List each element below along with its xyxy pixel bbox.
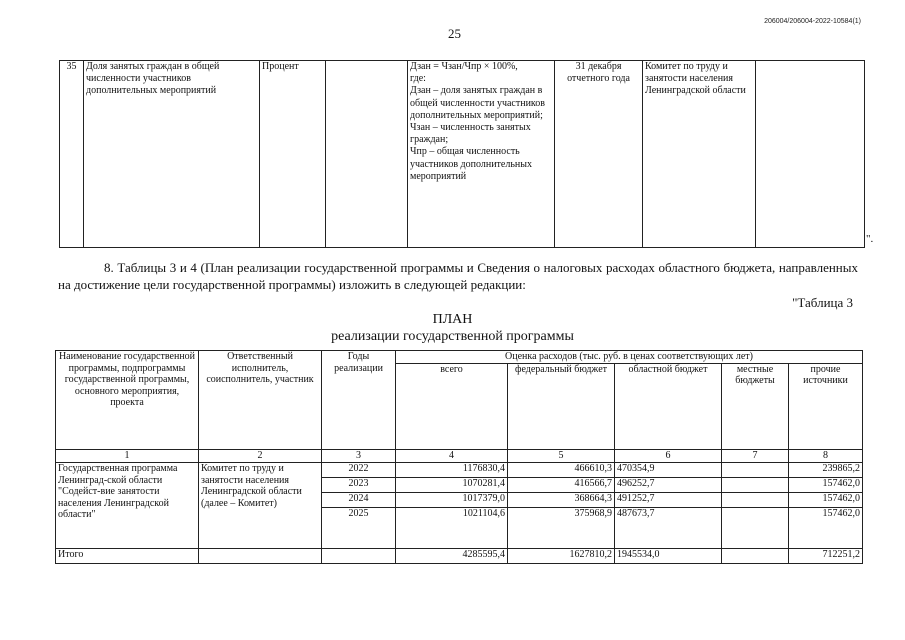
total-cell: 1176830,4 <box>396 463 508 478</box>
regional-cell: 470354,9 <box>615 463 722 478</box>
indicator-date: 31 декабря отчетного года <box>555 61 643 248</box>
formula-line: Дзан = Чзан/Чпр × 100%, <box>410 61 518 72</box>
header-executor: Ответственный исполнитель, соисполнитель, участник <box>199 351 322 450</box>
page-number: 25 <box>448 26 461 41</box>
table-label: "Таблица 3 <box>792 295 853 310</box>
regional-cell: 491252,7 <box>615 493 722 508</box>
local-cell <box>722 508 789 549</box>
plan-title <box>0 311 905 345</box>
indicator-formula <box>408 61 555 248</box>
header-total: всего <box>396 363 508 449</box>
formula-line: Дзан – доля занятых граждан в общей численности участников дополнительных мероприятий; <box>410 85 545 121</box>
indicator-table <box>59 60 865 248</box>
itogo-row <box>56 549 863 564</box>
itogo-other: 712251,2 <box>789 549 863 564</box>
header-other: прочие источники <box>789 363 863 449</box>
column-number: 1 <box>56 450 199 463</box>
year-cell: 2024 <box>322 493 396 508</box>
column-number: 4 <box>396 450 508 463</box>
itogo-regional: 1945534,0 <box>615 549 722 564</box>
header-estimate: Оценка расходов (тыс. руб. в ценах соответствующих лет) <box>396 351 863 364</box>
header-federal: федеральный бюджет <box>508 363 615 449</box>
indicator-name: Доля занятых граждан в общей численности участников дополнительных мероприятий <box>84 61 260 248</box>
table-row <box>60 61 865 248</box>
other-cell: 157462,0 <box>789 478 863 493</box>
column-number: 8 <box>789 450 863 463</box>
other-cell: 239865,2 <box>789 463 863 478</box>
column-number: 2 <box>199 450 322 463</box>
plan-subheading: реализации государственной программы <box>331 329 574 344</box>
header-local: местные бюджеты <box>722 363 789 449</box>
federal-cell: 416566,7 <box>508 478 615 493</box>
column-number: 7 <box>722 450 789 463</box>
other-cell: 157462,0 <box>789 508 863 549</box>
regional-cell: 496252,7 <box>615 478 722 493</box>
federal-cell: 466610,3 <box>508 463 615 478</box>
formula-line: Чзан – численность занятых граждан; <box>410 122 531 146</box>
year-cell: 2025 <box>322 508 396 549</box>
executor-name: Комитет по труду и занятости населения Ленинградской области (далее – Комитет) <box>199 463 322 549</box>
other-cell: 157462,0 <box>789 493 863 508</box>
year-cell: 2023 <box>322 478 396 493</box>
formula-line: Чпр – общая численность участников дополнительных мероприятий <box>410 146 532 182</box>
empty-cell <box>322 549 396 564</box>
empty-cell <box>199 549 322 564</box>
column-number: 3 <box>322 450 396 463</box>
table-row <box>56 463 863 478</box>
program-name: Государственная программа Ленинград-ской области "Содейст-вие занятости населения Ленинградской области" <box>56 463 199 549</box>
itogo-local <box>722 549 789 564</box>
total-cell: 1021104,6 <box>396 508 508 549</box>
closing-quote: ". <box>866 233 874 245</box>
header-regional: областной бюджет <box>615 363 722 449</box>
itogo-label: Итого <box>56 549 199 564</box>
header-years: Годы реализации <box>322 351 396 450</box>
empty-cell <box>326 61 408 248</box>
empty-cell <box>756 61 865 248</box>
local-cell <box>722 478 789 493</box>
column-number-row <box>56 450 863 463</box>
indicator-responsible: Комитет по труду и занятости населения Ленинградской области <box>643 61 756 248</box>
local-cell <box>722 463 789 478</box>
total-cell: 1070281,4 <box>396 478 508 493</box>
year-cell: 2022 <box>322 463 396 478</box>
formula-line: где: <box>410 73 426 85</box>
document-code: 206004/206004-2022-10584(1) <box>764 18 861 25</box>
itogo-federal: 1627810,2 <box>508 549 615 564</box>
amendment-paragraph: 8. Таблицы 3 и 4 (План реализации государственной программы и Сведения о налоговых расходах областного бюджета, направленных на достижение цели государственной программы) изложить в следующей редакции: <box>58 260 858 292</box>
total-cell: 1017379,0 <box>396 493 508 508</box>
header-name: Наименование государственной программы, подпрограммы государственной программы, основного мероприятия, проекта <box>56 351 199 450</box>
column-number: 6 <box>615 450 722 463</box>
itogo-total: 4285595,4 <box>396 549 508 564</box>
local-cell <box>722 493 789 508</box>
header-row <box>56 351 863 364</box>
regional-cell: 487673,7 <box>615 508 722 549</box>
federal-cell: 375968,9 <box>508 508 615 549</box>
federal-cell: 368664,3 <box>508 493 615 508</box>
plan-table <box>55 350 863 564</box>
indicator-unit: Процент <box>260 61 326 248</box>
plan-heading: ПЛАН <box>432 312 473 327</box>
column-number: 5 <box>508 450 615 463</box>
indicator-number: 35 <box>60 61 84 248</box>
